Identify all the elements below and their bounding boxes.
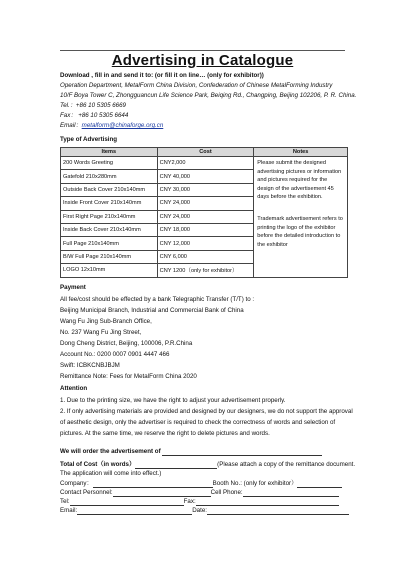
cost-cell: CNY 24,000	[157, 197, 254, 210]
attention-line: 1. Due to the printing size, we have the right to adjust your advertisement properly.	[60, 397, 286, 404]
cost-cell: CNY 12,000	[157, 237, 254, 250]
contact-label: Contact Personnel:	[60, 489, 113, 496]
attention-line: 2. If only advertising materials are provided and designed by our designers, we do not support the approval	[60, 408, 353, 415]
order-field[interactable]	[162, 449, 322, 456]
item-cell: B/W Full Page 210x140mm	[61, 250, 158, 263]
item-cell: Full Page 210x140mm	[61, 237, 158, 250]
page-title: Advertising in Catalogue	[111, 52, 294, 69]
cell-label: Cell Phone:	[210, 489, 243, 496]
cost-cell: CNY 18,000	[157, 223, 254, 236]
booth-label: Booth No.: (only for exhibitor）	[212, 480, 298, 487]
header-notes: Notes	[254, 148, 348, 157]
payment-line: No. 237 Wang Fu Jing Street,	[60, 329, 142, 336]
total-row	[60, 461, 355, 469]
booth-field[interactable]	[297, 481, 342, 488]
tel-row	[60, 498, 339, 506]
cost-cell: CNY 30,000	[157, 183, 254, 196]
contact-row	[60, 489, 339, 497]
payment-line: Remittance Note: Fees for MetalForm China 2020	[60, 373, 197, 380]
attention-heading: Attention	[60, 385, 88, 392]
fax-label: Fax:	[183, 498, 196, 505]
tel-field[interactable]	[70, 499, 184, 506]
contact-field[interactable]	[113, 490, 211, 497]
total-field[interactable]	[135, 462, 217, 469]
company-field[interactable]	[93, 481, 213, 488]
payment-line: Swift: ICBKCNBJBJM	[60, 362, 120, 369]
email-field[interactable]	[77, 508, 192, 515]
title-block	[60, 50, 345, 69]
advertising-table	[60, 147, 348, 278]
payment-line: All fee/cost should be effected by a bank Telegraphic Transfer (T/T) to :	[60, 296, 255, 303]
cost-cell: CNY 1200（only for exhibitor）	[157, 264, 254, 277]
email-row	[60, 507, 349, 515]
email-link[interactable]: metalform@chinaforge.org.cn	[81, 122, 164, 129]
email-field-label: Email:	[60, 507, 78, 514]
item-cell: 200 Words Greeting	[61, 157, 158, 170]
total-label: Total of Cost（in words）	[60, 461, 136, 468]
payment-line: Account No.: 0200 0007 0901 4447 466	[60, 351, 170, 358]
contact-tel: Tel.：+86 10 5305 6669	[60, 102, 126, 109]
payment-heading: Payment	[60, 284, 86, 291]
attention-line: of aesthetic design, only the advertiser is required to check the correctness of words and selection of	[60, 419, 336, 426]
header-items: Items	[61, 148, 158, 157]
item-cell: Gatefold 210x280mm	[61, 170, 158, 183]
fax-field[interactable]	[196, 499, 339, 506]
email-label: Email：	[60, 122, 82, 129]
total-note: (Please attach a copy of the remittance document.	[217, 461, 356, 468]
payment-line: Wang Fu Jing Sub-Branch Office,	[60, 318, 152, 325]
cell-field[interactable]	[243, 490, 339, 497]
download-instruction: Download , fill in and send it to: (or fill it on line… (only for exhibitor))	[60, 72, 264, 79]
header-cost: Cost	[157, 148, 254, 157]
contact-email-row	[60, 122, 163, 130]
total-note-2: The application will come into effect.)	[60, 470, 162, 477]
notes-text-2: Trademark advertisement refers to printing the logo of the exhibitor before the detailed introduction to the exhibitor	[257, 215, 343, 248]
item-cell: Inside Back Cover 210x140mm	[61, 223, 158, 236]
date-label: Date:	[192, 507, 207, 514]
table-row	[61, 157, 348, 170]
item-cell: First Right Page 210x140mm	[61, 210, 158, 223]
cost-cell: CNY 40,000	[157, 170, 254, 183]
cost-cell: CNY 6,000	[157, 250, 254, 263]
company-row	[60, 480, 342, 488]
company-label: Company：	[60, 480, 93, 487]
cost-cell: CNY 24,000	[157, 210, 254, 223]
table-header-row	[61, 148, 348, 157]
attention-line: pictures. At the same time, we reserve the right to delete pictures and words.	[60, 430, 270, 437]
type-heading: Type of Advertising	[60, 136, 118, 143]
contact-address: 10/F Boya Tower C, Zhongguancun Life Science Park, Beiqing Rd., Changping, Beijing 102206, P. R. China.	[60, 92, 357, 99]
item-cell: Outside Back Cover 210x140mm	[61, 183, 158, 196]
contact-fax: Fax： +86 10 5305 6644	[60, 112, 129, 119]
tel-label: Tel:	[60, 498, 70, 505]
payment-line: Dong Cheng District, Beijing, 100006, P.R.China	[60, 340, 193, 347]
item-cell: LOGO 12x10mm	[61, 264, 158, 277]
notes-text-1: Please submit the designed advertising pictures or information and pictures required for the design of the advertisement 45 days before the exhibition.	[257, 160, 342, 201]
notes-cell	[254, 157, 348, 278]
order-label: We will order the advertisement of	[60, 448, 161, 455]
contact-dept: Operation Department, MetalForm China Division, Confederation of Chinese MetalForming Industry	[60, 82, 333, 89]
order-row	[60, 448, 322, 456]
payment-line: Beijing Municipal Branch, Industrial and Commercial Bank of China	[60, 307, 244, 314]
cost-cell: CNY2,000	[157, 157, 254, 170]
date-field[interactable]	[207, 508, 349, 515]
item-cell: Inside Front Cover 210x140mm	[61, 197, 158, 210]
